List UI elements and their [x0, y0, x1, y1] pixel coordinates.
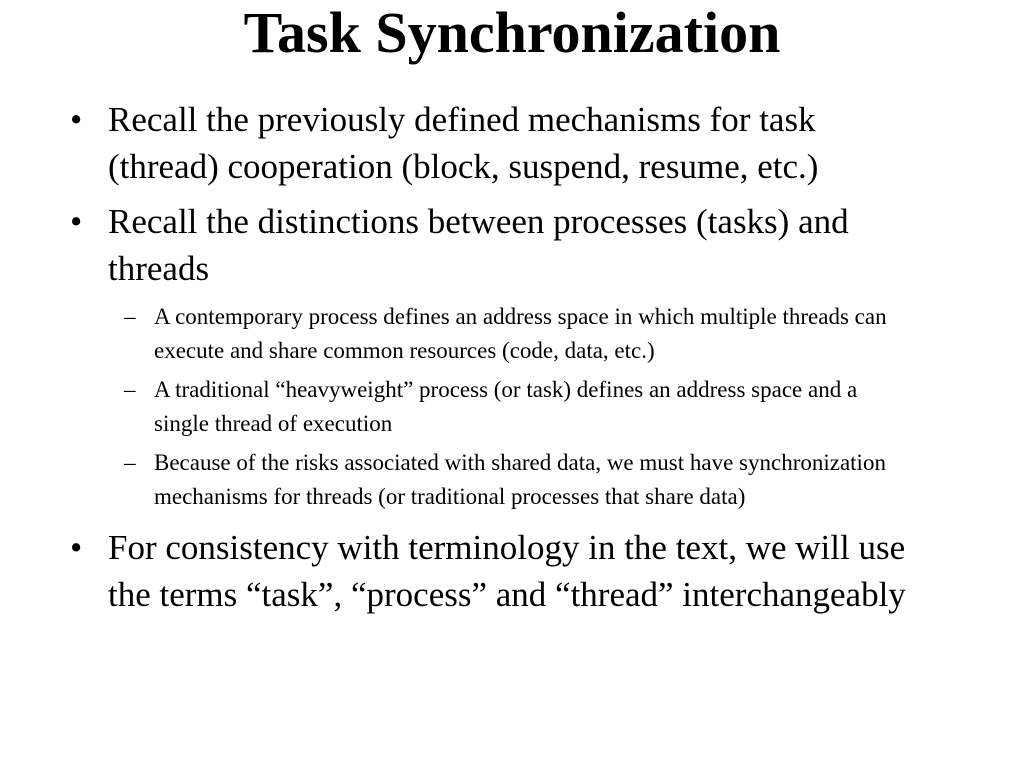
- sub-bullet-text: Because of the risks associated with shared data, we must have synchronization mechanisms for threads (or traditional processes that share data): [154, 450, 886, 509]
- bullet-text: Recall the distinctions between processes (tasks) and threads: [108, 202, 849, 288]
- sub-bullet-item-1: [70, 300, 894, 368]
- slide-body: [70, 96, 950, 626]
- bullet-item-2: [70, 198, 920, 292]
- dash-marker: –: [124, 304, 136, 329]
- bullet-item-1: [70, 96, 920, 190]
- sub-bullet-item-3: [70, 446, 894, 514]
- sub-bullet-list: [70, 300, 950, 514]
- bullet-marker: •: [70, 202, 83, 241]
- dash-marker: –: [124, 377, 136, 402]
- sub-bullet-item-2: [70, 373, 894, 441]
- sub-bullet-text: A traditional “heavyweight” process (or task) defines an address space and a single thread of execution: [154, 377, 858, 436]
- bullet-text: Recall the previously defined mechanisms for task (thread) cooperation (block, suspend, resume, etc.): [108, 100, 819, 186]
- bullet-marker: •: [70, 100, 83, 139]
- slide-title: Task Synchronization: [243, 0, 781, 65]
- bullet-text: For consistency with terminology in the text, we will use the terms “task”, “process” and “thread” interchangeably: [108, 528, 906, 614]
- sub-bullet-text: A contemporary process defines an address space in which multiple threads can execute and share common resources (code, data, etc.): [154, 304, 887, 363]
- dash-marker: –: [124, 450, 136, 475]
- bullet-item-3: [70, 524, 920, 618]
- bullet-marker: •: [70, 528, 83, 567]
